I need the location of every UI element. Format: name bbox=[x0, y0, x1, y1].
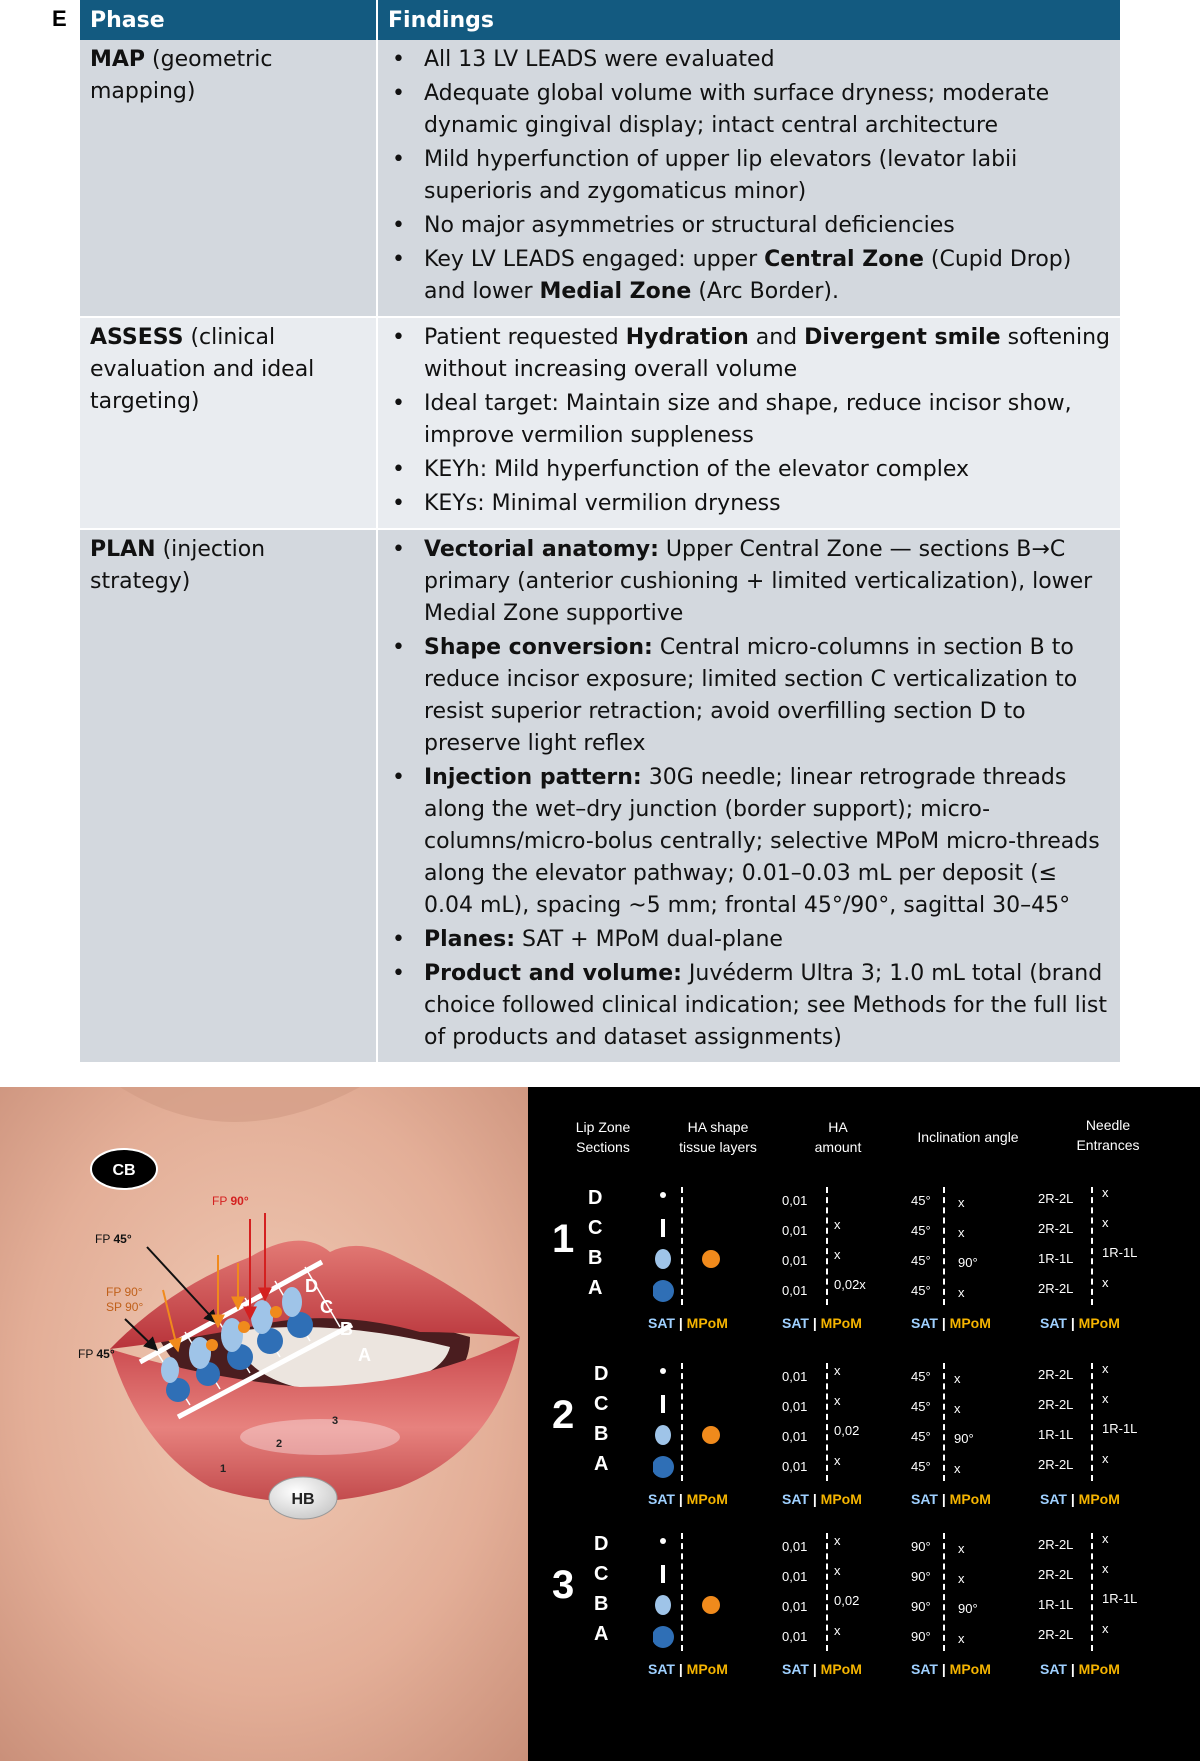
label-fp90-orange: FP 90° bbox=[106, 1285, 143, 1299]
layer-footer-shape bbox=[648, 1661, 728, 1677]
photo-section-d: D bbox=[305, 1276, 318, 1296]
section-letter: D bbox=[594, 1363, 609, 1385]
header-inclination bbox=[898, 1127, 1038, 1147]
mpom-label: MPoM bbox=[820, 1661, 862, 1677]
needle-sat: 1R-1L bbox=[1038, 1597, 1074, 1612]
dot-shape-icon bbox=[660, 1368, 666, 1374]
mpom-label: MPoM bbox=[949, 1661, 991, 1677]
finding-bold-text: Central Zone bbox=[764, 247, 924, 272]
ha-amount-sat: 0,01 bbox=[782, 1459, 808, 1474]
mpom-label: MPoM bbox=[820, 1315, 862, 1331]
mpom-label: MPoM bbox=[686, 1661, 728, 1677]
ha-amount-sat: 0,01 bbox=[782, 1569, 808, 1584]
shape-divider bbox=[681, 1533, 683, 1651]
header-inclination-line1: Inclination angle bbox=[917, 1129, 1019, 1145]
needle-divider bbox=[1091, 1187, 1093, 1305]
finding-text: (Arc Border). bbox=[691, 279, 839, 304]
layer-footer-shape bbox=[648, 1315, 728, 1331]
ha-amount-mpom: x bbox=[834, 1453, 841, 1468]
finding-item bbox=[388, 78, 1110, 142]
amount-divider bbox=[826, 1533, 828, 1651]
sat-label: SAT bbox=[1040, 1491, 1067, 1507]
mpom-label: MPoM bbox=[820, 1491, 862, 1507]
sat-label: SAT bbox=[782, 1661, 809, 1677]
angle-sat: 45° bbox=[911, 1459, 931, 1474]
finding-text: Central micro-columns in section B to reduce incisor exposure; limited section C verticalization to resist superior retraction; avoid overfilling section D to preserve light reflex bbox=[424, 635, 1078, 756]
needle-mpom: x bbox=[1102, 1531, 1109, 1546]
ha-amount-mpom: x bbox=[834, 1623, 841, 1638]
finding-item bbox=[388, 244, 1110, 308]
angle-sat: 45° bbox=[911, 1399, 931, 1414]
finding-bold-text: Planes: bbox=[424, 927, 515, 952]
column-shape-icon bbox=[655, 1595, 671, 1615]
angle-mpom: x bbox=[958, 1195, 965, 1210]
findings-cell bbox=[377, 40, 1120, 317]
column-shape-icon bbox=[655, 1249, 671, 1269]
separator: | bbox=[941, 1315, 946, 1331]
zone-number: 2 bbox=[552, 1393, 575, 1437]
separator: | bbox=[941, 1661, 946, 1677]
findings-body bbox=[80, 40, 1120, 1062]
ha-shape-glyphs bbox=[653, 1183, 743, 1313]
mpom-label: MPoM bbox=[686, 1491, 728, 1507]
layer-footer-angle bbox=[911, 1661, 991, 1677]
mpom-label: MPoM bbox=[949, 1315, 991, 1331]
header-needle-line2: Entrances bbox=[1076, 1137, 1140, 1153]
photo-marker-1: 1 bbox=[220, 1463, 227, 1475]
angle-mpom: 90° bbox=[958, 1601, 978, 1616]
finding-bold-text: Product and volume: bbox=[424, 961, 682, 986]
angle-mpom: x bbox=[954, 1461, 961, 1476]
phase-cell bbox=[80, 529, 377, 1062]
needle-mpom: x bbox=[1102, 1275, 1109, 1290]
sat-label: SAT bbox=[648, 1315, 675, 1331]
header-lip-zone bbox=[548, 1117, 658, 1157]
photo-marker-3: 3 bbox=[332, 1415, 339, 1427]
ha-amount-mpom: x bbox=[834, 1247, 841, 1262]
finding-item bbox=[388, 144, 1110, 208]
section-letter: D bbox=[594, 1533, 609, 1555]
angle-mpom: x bbox=[958, 1571, 965, 1586]
sat-label: SAT bbox=[782, 1491, 809, 1507]
finding-bold-text: Vectorial anatomy: bbox=[424, 537, 659, 562]
lip-illustration bbox=[0, 1087, 528, 1761]
finding-item bbox=[388, 632, 1110, 760]
ha-amount-mpom: 0,02 bbox=[834, 1593, 860, 1608]
finding-text: SAT + MPoM dual-plane bbox=[515, 927, 783, 952]
phase-description: (geometric mapping) bbox=[90, 47, 273, 104]
angle-divider bbox=[943, 1533, 945, 1651]
sat-label: SAT bbox=[911, 1661, 938, 1677]
ha-amount-mpom: x bbox=[834, 1393, 841, 1408]
ha-amount-sat: 0,01 bbox=[782, 1253, 808, 1268]
angle-sat: 90° bbox=[911, 1539, 931, 1554]
panel-e-letter: E bbox=[52, 6, 67, 31]
section-letter: A bbox=[594, 1453, 609, 1475]
ha-amount-mpom: x bbox=[834, 1217, 841, 1232]
label-fp45-top: FP 45° bbox=[95, 1232, 132, 1246]
needle-sat: 2R-2L bbox=[1038, 1191, 1074, 1206]
thread-shape-icon bbox=[661, 1395, 665, 1413]
ha-amount-sat: 0,01 bbox=[782, 1193, 808, 1208]
bolus-shape-icon bbox=[653, 1456, 674, 1478]
layer-footer-angle bbox=[911, 1491, 991, 1507]
phase-name: MAP bbox=[90, 47, 146, 72]
findings-row bbox=[80, 529, 1120, 1062]
angle-divider bbox=[943, 1187, 945, 1305]
needle-mpom: x bbox=[1102, 1391, 1109, 1406]
header-ha-amount-line1: HA bbox=[828, 1119, 848, 1135]
findings-row bbox=[80, 317, 1120, 529]
photo-section-c: C bbox=[320, 1297, 333, 1317]
angle-mpom: x bbox=[958, 1541, 965, 1556]
needle-sat: 1R-1L bbox=[1038, 1427, 1074, 1442]
ha-amount-sat: 0,01 bbox=[782, 1369, 808, 1384]
finding-item bbox=[388, 488, 1110, 520]
header-needle-line1: Needle bbox=[1085, 1117, 1131, 1133]
separator: | bbox=[1070, 1661, 1075, 1677]
section-letter: A bbox=[594, 1623, 609, 1645]
needle-mpom: 1R-1L bbox=[1102, 1591, 1138, 1606]
mpom-label: MPoM bbox=[1078, 1315, 1120, 1331]
sat-label: SAT bbox=[782, 1315, 809, 1331]
needle-sat: 2R-2L bbox=[1038, 1397, 1074, 1412]
needle-mpom: 1R-1L bbox=[1102, 1421, 1138, 1436]
finding-item bbox=[388, 924, 1110, 956]
needle-mpom: 1R-1L bbox=[1102, 1245, 1138, 1260]
finding-item bbox=[388, 762, 1110, 922]
section-letter: B bbox=[594, 1423, 609, 1445]
header-findings: Findings bbox=[377, 0, 1120, 40]
finding-text: Ideal target: Maintain size and shape, reduce incisor show, improve vermilion suppleness bbox=[424, 391, 1072, 448]
shape-divider bbox=[681, 1187, 683, 1305]
layer-footer-needle bbox=[1040, 1315, 1120, 1331]
needle-mpom: x bbox=[1102, 1451, 1109, 1466]
findings-list bbox=[388, 534, 1110, 1054]
layer-footer-amount bbox=[782, 1661, 862, 1677]
angle-sat: 90° bbox=[911, 1629, 931, 1644]
finding-item bbox=[388, 44, 1110, 76]
needle-mpom: x bbox=[1102, 1361, 1109, 1376]
findings-list bbox=[388, 44, 1110, 308]
zone-number: 1 bbox=[552, 1217, 575, 1261]
needle-sat: 2R-2L bbox=[1038, 1567, 1074, 1582]
header-needle bbox=[1048, 1115, 1168, 1155]
separator: | bbox=[678, 1315, 683, 1331]
angle-divider bbox=[943, 1363, 945, 1481]
section-letter: C bbox=[588, 1217, 603, 1239]
photo-section-b: B bbox=[340, 1319, 353, 1339]
layer-footer-angle bbox=[911, 1315, 991, 1331]
separator: | bbox=[812, 1491, 817, 1507]
needle-divider bbox=[1091, 1363, 1093, 1481]
dot-shape-icon bbox=[660, 1192, 666, 1198]
zone-chart-panel bbox=[528, 1087, 1200, 1761]
finding-text: All 13 LV LEADS were evaluated bbox=[424, 47, 775, 72]
mpom-label: MPoM bbox=[686, 1315, 728, 1331]
angle-mpom: x bbox=[958, 1225, 965, 1240]
section-letter: B bbox=[588, 1247, 603, 1269]
phase-description: (injection strategy) bbox=[90, 537, 266, 594]
sat-label: SAT bbox=[1040, 1661, 1067, 1677]
label-fp90-top: FP 90° bbox=[212, 1194, 249, 1208]
sat-label: SAT bbox=[911, 1315, 938, 1331]
phase-cell bbox=[80, 40, 377, 317]
sat-label: SAT bbox=[911, 1491, 938, 1507]
ha-amount-sat: 0,01 bbox=[782, 1223, 808, 1238]
mpom-bolus-icon bbox=[702, 1426, 720, 1444]
angle-sat: 45° bbox=[911, 1253, 931, 1268]
ha-amount-mpom: x bbox=[834, 1363, 841, 1378]
angle-mpom: 90° bbox=[954, 1431, 974, 1446]
bolus-shape-icon bbox=[653, 1280, 674, 1302]
angle-mpom: 90° bbox=[958, 1255, 978, 1270]
separator: | bbox=[1070, 1315, 1075, 1331]
angle-mpom: x bbox=[954, 1371, 961, 1386]
mpom-bolus-icon bbox=[702, 1250, 720, 1268]
finding-item bbox=[388, 210, 1110, 242]
ha-amount-sat: 0,01 bbox=[782, 1539, 808, 1554]
findings-table bbox=[80, 0, 1120, 1062]
zone-number: 3 bbox=[552, 1563, 575, 1607]
finding-text: Juvéderm Ultra 3; 1.0 mL total (brand choice followed clinical indication; see Methods for the full list of products and dataset assignments) bbox=[424, 961, 1107, 1050]
ha-amount-mpom: x bbox=[834, 1563, 841, 1578]
phase-description: (clinical evaluation and ideal targeting) bbox=[90, 325, 315, 414]
photo-section-a: A bbox=[358, 1345, 371, 1365]
angle-sat: 45° bbox=[911, 1369, 931, 1384]
section-letter: C bbox=[594, 1393, 609, 1415]
finding-text: Upper Central Zone — sections B→C primary (anterior cushioning + limited verticalization), lower Medial Zone supportive bbox=[424, 537, 1093, 626]
finding-item bbox=[388, 322, 1110, 386]
ha-amount-sat: 0,01 bbox=[782, 1399, 808, 1414]
mpom-label: MPoM bbox=[1078, 1491, 1120, 1507]
separator: | bbox=[678, 1661, 683, 1677]
separator: | bbox=[812, 1315, 817, 1331]
ha-amount-mpom: 0,02x bbox=[834, 1277, 866, 1292]
findings-list bbox=[388, 322, 1110, 520]
angle-sat: 45° bbox=[911, 1223, 931, 1238]
needle-sat: 2R-2L bbox=[1038, 1281, 1074, 1296]
ha-shape-glyphs bbox=[653, 1529, 743, 1659]
sat-label: SAT bbox=[1040, 1315, 1067, 1331]
ha-amount-sat: 0,01 bbox=[782, 1429, 808, 1444]
needle-sat: 2R-2L bbox=[1038, 1457, 1074, 1472]
needle-divider bbox=[1091, 1533, 1093, 1651]
finding-text: Adequate global volume with surface dryness; moderate dynamic gingival display; intact central architecture bbox=[424, 81, 1050, 138]
needle-sat: 2R-2L bbox=[1038, 1221, 1074, 1236]
amount-divider bbox=[826, 1363, 828, 1481]
findings-cell bbox=[377, 317, 1120, 529]
thread-shape-icon bbox=[661, 1565, 665, 1583]
section-letter: D bbox=[588, 1187, 603, 1209]
angle-sat: 45° bbox=[911, 1429, 931, 1444]
header-ha-shape bbox=[658, 1117, 778, 1157]
section-letter: A bbox=[588, 1277, 603, 1299]
angle-mpom: x bbox=[954, 1401, 961, 1416]
finding-text: Key LV LEADS engaged: upper bbox=[424, 247, 765, 272]
angle-sat: 90° bbox=[911, 1599, 931, 1614]
finding-text: softening without increasing overall volume bbox=[424, 325, 1110, 382]
mpom-bolus-icon bbox=[702, 1596, 720, 1614]
ha-amount-sat: 0,01 bbox=[782, 1283, 808, 1298]
finding-text: Mild hyperfunction of upper lip elevators (levator labii superioris and zygomaticus minor) bbox=[424, 147, 1018, 204]
header-ha-shape-line1: HA shape bbox=[687, 1119, 749, 1135]
label-sp90-orange: SP 90° bbox=[106, 1300, 144, 1314]
column-shape-icon bbox=[655, 1425, 671, 1445]
findings-table-container bbox=[80, 0, 1120, 1062]
separator: | bbox=[678, 1491, 683, 1507]
finding-bold-text: Shape conversion: bbox=[424, 635, 653, 660]
finding-text: KEYh: Mild hyperfunction of the elevator complex bbox=[424, 457, 969, 482]
ha-amount-sat: 0,01 bbox=[782, 1629, 808, 1644]
angle-mpom: x bbox=[958, 1285, 965, 1300]
cb-label: CB bbox=[112, 1162, 136, 1179]
angle-mpom: x bbox=[958, 1631, 965, 1646]
ha-amount-mpom: x bbox=[834, 1533, 841, 1548]
finding-bold-text: Hydration bbox=[625, 325, 749, 350]
findings-row bbox=[80, 40, 1120, 317]
needle-sat: 1R-1L bbox=[1038, 1251, 1074, 1266]
finding-text: Patient requested bbox=[424, 325, 626, 350]
finding-item bbox=[388, 534, 1110, 630]
finding-text: No major asymmetries or structural deficiencies bbox=[424, 213, 955, 238]
sat-label: SAT bbox=[648, 1491, 675, 1507]
sat-label: SAT bbox=[648, 1661, 675, 1677]
dot-shape-icon bbox=[660, 1538, 666, 1544]
label-fp45-bottom: FP 45° bbox=[78, 1347, 115, 1361]
needle-sat: 2R-2L bbox=[1038, 1537, 1074, 1552]
findings-cell bbox=[377, 529, 1120, 1062]
needle-mpom: x bbox=[1102, 1185, 1109, 1200]
separator: | bbox=[812, 1661, 817, 1677]
finding-item bbox=[388, 958, 1110, 1054]
shape-divider bbox=[681, 1363, 683, 1481]
finding-bold-text: Divergent smile bbox=[804, 325, 1001, 350]
header-lip-zone-line2: Sections bbox=[576, 1139, 630, 1155]
mpom-label: MPoM bbox=[949, 1491, 991, 1507]
mpom-label: MPoM bbox=[1078, 1661, 1120, 1677]
needle-sat: 2R-2L bbox=[1038, 1627, 1074, 1642]
finding-text: (Cupid Drop) and lower bbox=[424, 247, 1072, 304]
needle-mpom: x bbox=[1102, 1215, 1109, 1230]
separator: | bbox=[1070, 1491, 1075, 1507]
thread-shape-icon bbox=[661, 1219, 665, 1237]
separator: | bbox=[941, 1491, 946, 1507]
angle-sat: 45° bbox=[911, 1193, 931, 1208]
hb-label: HB bbox=[291, 1491, 315, 1508]
photo-marker-2: 2 bbox=[276, 1438, 283, 1450]
finding-bold-text: Injection pattern: bbox=[424, 765, 642, 790]
bolus-shape-icon bbox=[653, 1626, 674, 1648]
phase-name: ASSESS bbox=[90, 325, 184, 350]
finding-text: 30G needle; linear retrograde threads along the wet–dry junction (border support); micro-columns/micro-bolus centrally; selective MPoM micro-threads along the elevator pathway; 0.01–0.03 mL per deposit (≤ 0.04 mL), spacing ~5 mm; frontal 45°/90°, sagittal 30–45° bbox=[424, 765, 1100, 918]
angle-sat: 45° bbox=[911, 1283, 931, 1298]
finding-bold-text: Medial Zone bbox=[539, 279, 692, 304]
phase-cell bbox=[80, 317, 377, 529]
ha-shape-glyphs bbox=[653, 1359, 743, 1489]
ha-amount-sat: 0,01 bbox=[782, 1599, 808, 1614]
phase-name: PLAN bbox=[90, 537, 156, 562]
header-ha-shape-line2: tissue layers bbox=[679, 1139, 757, 1155]
amount-divider bbox=[826, 1187, 828, 1305]
finding-text: and bbox=[748, 325, 805, 350]
finding-item bbox=[388, 388, 1110, 452]
layer-footer-shape bbox=[648, 1491, 728, 1507]
needle-mpom: x bbox=[1102, 1621, 1109, 1636]
angle-sat: 90° bbox=[911, 1569, 931, 1584]
layer-footer-amount bbox=[782, 1315, 862, 1331]
ha-amount-mpom: 0,02 bbox=[834, 1423, 860, 1438]
header-phase: Phase bbox=[80, 0, 377, 40]
finding-item bbox=[388, 454, 1110, 486]
finding-text: KEYs: Minimal vermilion dryness bbox=[424, 491, 781, 516]
needle-sat: 2R-2L bbox=[1038, 1367, 1074, 1382]
header-ha-amount bbox=[788, 1117, 888, 1157]
layer-footer-needle bbox=[1040, 1661, 1120, 1677]
header-lip-zone-line1: Lip Zone bbox=[575, 1119, 631, 1135]
needle-mpom: x bbox=[1102, 1561, 1109, 1576]
section-letter: C bbox=[594, 1563, 609, 1585]
layer-footer-amount bbox=[782, 1491, 862, 1507]
layer-footer-needle bbox=[1040, 1491, 1120, 1507]
section-letter: B bbox=[594, 1593, 609, 1615]
header-ha-amount-line2: amount bbox=[814, 1139, 862, 1155]
